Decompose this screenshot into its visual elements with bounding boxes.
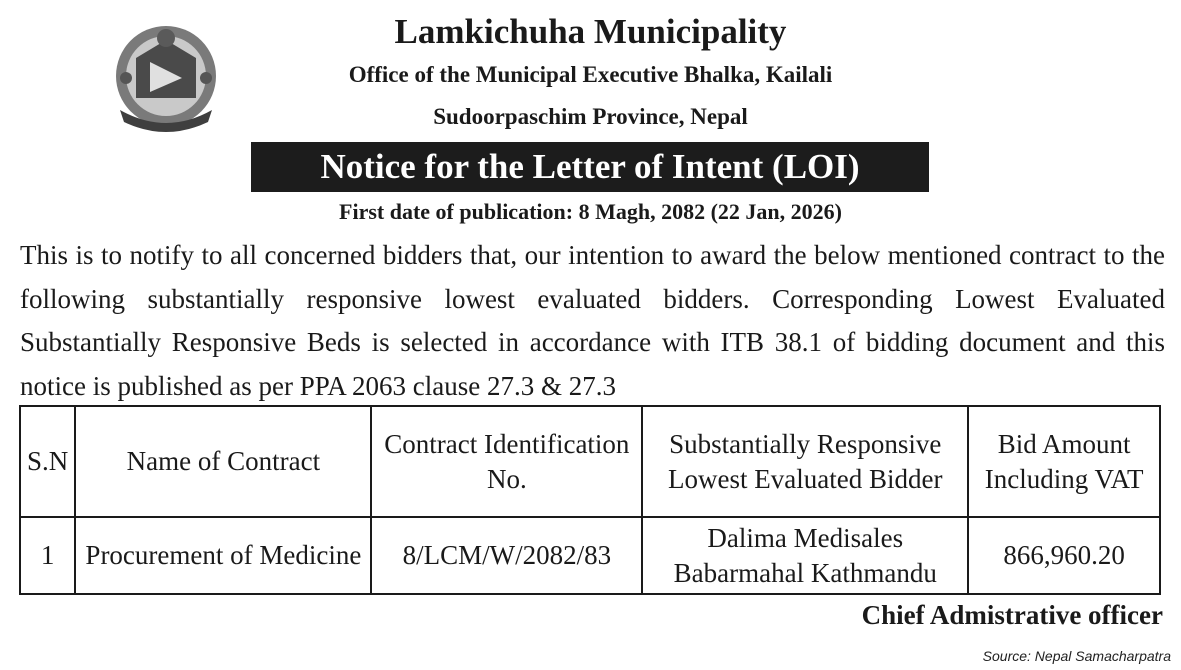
cell-contract-id: 8/LCM/W/2082/83 (371, 517, 642, 594)
header-bidder: Substantially Responsive Lowest Evaluated Bidder (642, 406, 968, 517)
header-sn: S.N (20, 406, 75, 517)
table-row (20, 517, 1160, 594)
table-header-row (20, 406, 1160, 517)
header-contract-name: Name of Contract (75, 406, 371, 517)
cell-bid-amount: 866,960.20 (968, 517, 1160, 594)
cell-sn: 1 (20, 517, 75, 594)
cell-contract-name: Procurement of Medicine (75, 517, 371, 594)
header-contract-id: Contract Identification No. (371, 406, 642, 517)
signatory: Chief Admistrative officer (861, 600, 1163, 630)
province-line: Sudoorpaschim Province, Nepal (433, 104, 748, 129)
notice-title: Notice for the Letter of Intent (LOI) (251, 142, 929, 192)
office-line: Office of the Municipal Executive Bhalka, Kailali (348, 62, 833, 87)
publication-date: First date of publication: 8 Magh, 2082 (22 Jan, 2026) (339, 199, 842, 224)
header-bid-amount: Bid Amount Including VAT (968, 406, 1160, 517)
award-table (19, 405, 1161, 595)
cell-bidder: Dalima Medisales Babarmahal Kathmandu (642, 517, 968, 594)
source-credit: Source: Nepal Samacharpatra (982, 648, 1171, 664)
organization-name: Lamkichuha Municipality (394, 12, 787, 51)
notice-paragraph: This is to notify to all concerned bidders that, our intention to award the below mentioned contract to the following substantially responsive lowest evaluated bidders. Corresponding Lowest Evaluated Substantially Responsive Beds is selected in accordance with ITB 38.1 of bidding document and this notice is published as per PPA 2063 clause 27.3 & 27.3 (20, 240, 1165, 401)
